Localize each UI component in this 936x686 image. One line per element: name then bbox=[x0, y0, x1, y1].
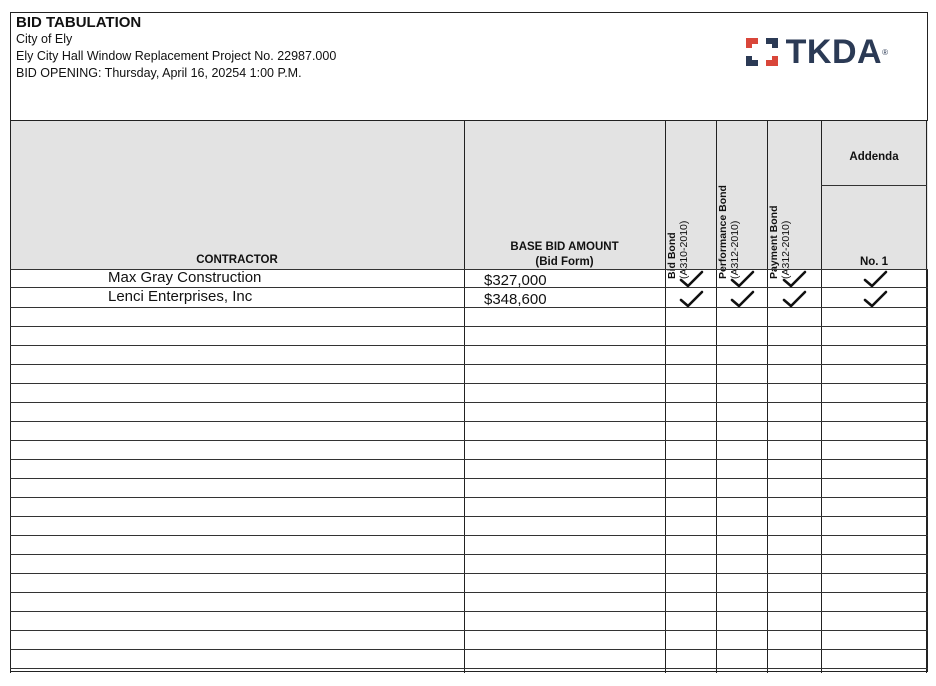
col-divider-pay-bond bbox=[767, 121, 768, 673]
document-header bbox=[12, 14, 926, 120]
col-divider-amount bbox=[464, 121, 465, 673]
row-line bbox=[10, 516, 928, 517]
row-line bbox=[10, 592, 928, 593]
row-line bbox=[10, 497, 928, 498]
payment-bond-code: (A312-2010) bbox=[780, 220, 792, 279]
checkmark-icon bbox=[729, 269, 755, 289]
addenda-header: Addenda bbox=[849, 151, 899, 163]
payment-bond-header bbox=[768, 205, 792, 279]
row-line bbox=[10, 611, 928, 612]
row-line bbox=[10, 535, 928, 536]
logo-wordmark: TKDA bbox=[785, 33, 883, 71]
checkmark-icon bbox=[678, 269, 704, 289]
row1-contractor: Max Gray Construction bbox=[108, 269, 262, 286]
row-line bbox=[10, 364, 928, 365]
addenda-subheader-line bbox=[821, 185, 927, 186]
row2-amount: $348,600 bbox=[484, 291, 547, 308]
row-line bbox=[10, 421, 928, 422]
col-divider-addenda bbox=[821, 121, 822, 673]
checkmark-icon bbox=[678, 289, 704, 309]
table-border-right bbox=[926, 121, 927, 673]
logo-registered-mark: ® bbox=[882, 47, 888, 57]
bid-bond-label: Bid Bond bbox=[666, 232, 678, 279]
row-line bbox=[10, 326, 928, 327]
header-city: City of Ely bbox=[16, 32, 73, 46]
performance-bond-code: (A312-2010) bbox=[729, 220, 741, 279]
row2-contractor: Lenci Enterprises, Inc bbox=[108, 288, 253, 305]
col-divider-bid-bond bbox=[665, 121, 666, 673]
row-line bbox=[10, 459, 928, 460]
performance-bond-header bbox=[717, 185, 741, 279]
header-project: Ely City Hall Window Replacement Project No. 22987.000 bbox=[16, 49, 337, 63]
base-bid-header: BASE BID AMOUNT bbox=[510, 241, 619, 253]
row-line bbox=[10, 630, 928, 631]
table-border-left bbox=[10, 121, 11, 673]
tkda-logo-icon bbox=[742, 32, 782, 72]
checkmark-icon bbox=[862, 289, 888, 309]
checkmark-icon bbox=[729, 289, 755, 309]
bid-bond-code: (A310-2010) bbox=[678, 220, 690, 279]
row-line bbox=[10, 345, 928, 346]
checkmark-icon bbox=[781, 289, 807, 309]
row-line bbox=[10, 440, 928, 441]
row-line bbox=[10, 649, 928, 650]
row-line bbox=[10, 383, 928, 384]
row-line bbox=[10, 402, 928, 403]
row-line bbox=[10, 554, 928, 555]
row-line bbox=[10, 478, 928, 479]
addenda-no1-header: No. 1 bbox=[859, 256, 889, 268]
payment-bond-label: Payment Bond bbox=[768, 205, 780, 279]
performance-bond-label: Performance Bond bbox=[717, 185, 729, 279]
document-title: BID TABULATION bbox=[16, 14, 142, 31]
contractor-header: CONTRACTOR bbox=[196, 254, 278, 266]
row-line bbox=[10, 668, 928, 669]
bid-table bbox=[10, 120, 928, 673]
checkmark-icon bbox=[862, 269, 888, 289]
base-bid-subheader: (Bid Form) bbox=[535, 256, 594, 268]
row-line bbox=[10, 573, 928, 574]
header-bid-opening: BID OPENING: Thursday, April 16, 20254 1:00 P.M. bbox=[16, 66, 302, 80]
tkda-logo bbox=[742, 32, 888, 72]
row1-amount: $327,000 bbox=[484, 272, 547, 289]
checkmark-icon bbox=[781, 269, 807, 289]
